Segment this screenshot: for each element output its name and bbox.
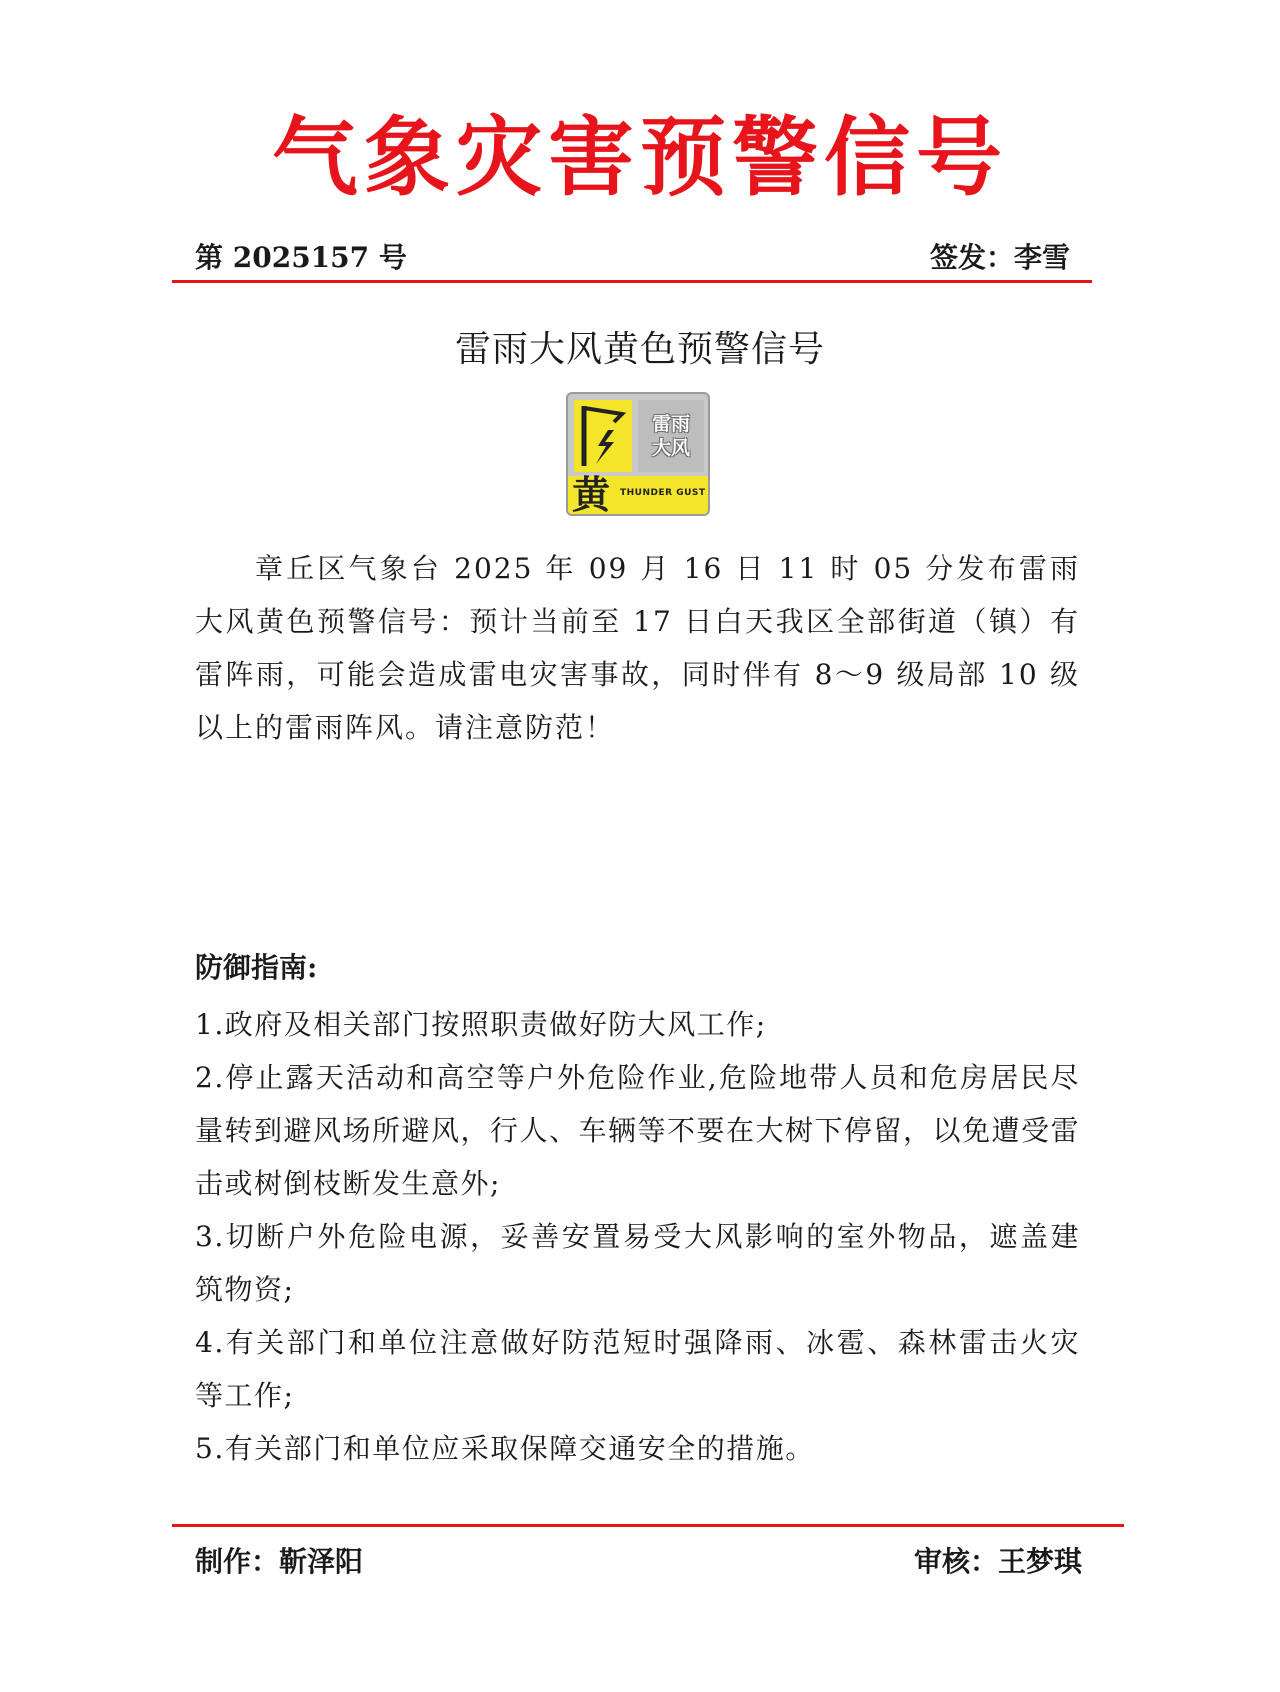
warning-english-label: THUNDER GUST (620, 488, 706, 498)
warning-type-label (638, 400, 704, 472)
warning-body: 章丘区气象台 2025 年 09 月 16 日 11 时 05 分发布雷雨大风黄色预警信号：预计当前至 17 日白天我区全部街道（镇）有雷阵雨，可能会造成雷电灾害事故，同时伴有 8～9 级局部 10 级以上的雷雨阵风。请注意防范！ (195, 552, 1080, 744)
lightning-symbol-icon (574, 400, 632, 472)
guide-item: 4.有关部门和单位注意做好防范短时强降雨、冰雹、森林雷击火灾等工作; (195, 1326, 1080, 1412)
warning-type-line1: 雷雨 (651, 413, 690, 435)
footer-maker: 制作：靳泽阳 (195, 1545, 364, 1578)
footer-reviewer: 审核：王梦琪 (913, 1545, 1082, 1578)
guide-item: 5.有关部门和单位应采取保障交通安全的措施。 (195, 1432, 815, 1465)
main-title: 气象灾害预警信号 (272, 108, 1008, 208)
guide-item: 2.停止露天活动和高空等户外危险作业,危险地带人员和危房居民尽量转到避风场所避风，行人、车辆等不要在大树下停留，以免遭受雷击或树倒枝断发生意外; (195, 1061, 1081, 1200)
guide-item: 1.政府及相关部门按照职责做好防大风工作; (195, 1008, 767, 1041)
thunder-gust-warning-icon (566, 392, 710, 516)
issue-number: 第 2025157 号 (195, 241, 407, 274)
top-divider (172, 280, 1092, 283)
issuer: 签发：李雪 (929, 241, 1070, 274)
bottom-divider (172, 1524, 1124, 1527)
warning-type-line2: 大风 (651, 437, 690, 459)
guide-list (195, 998, 1080, 1475)
warning-title: 雷雨大风黄色预警信号 (454, 329, 825, 370)
guide-item: 3.切断户外危险电源，妥善安置易受大风影响的室外物品，遮盖建筑物资; (195, 1220, 1080, 1306)
guide-title: 防御指南: (195, 951, 318, 984)
warning-level-band (568, 473, 708, 516)
warning-level-char: 黄 (572, 473, 611, 516)
